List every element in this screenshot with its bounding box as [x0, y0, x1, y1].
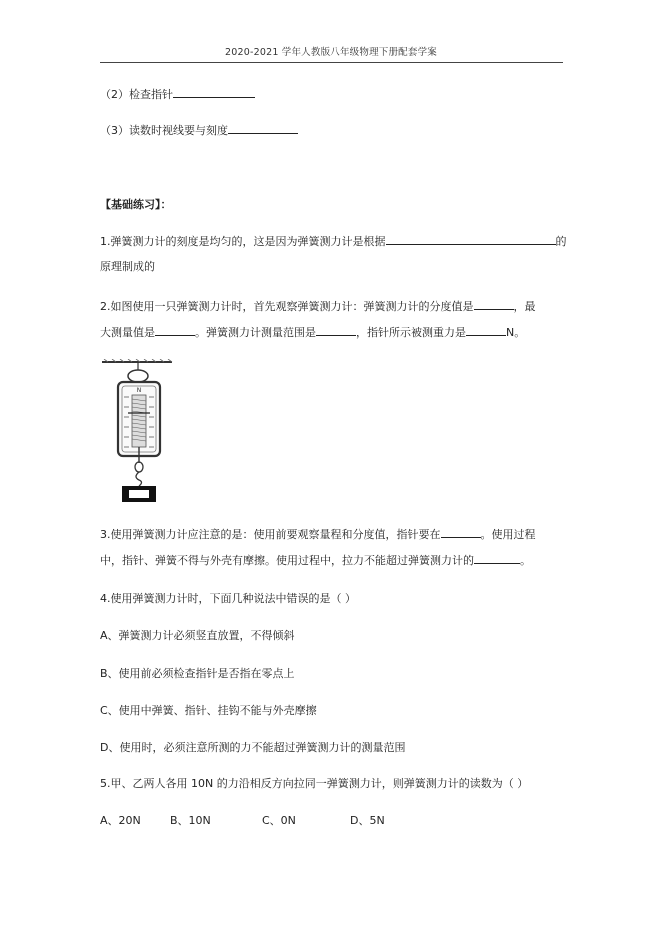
q2-text-4: 。弹簧测力计测量范围是: [195, 326, 316, 339]
q2-text-1: 2.如图使用一只弹簧测力计时，首先观察弹簧测力计：弹簧测力计的分度值是: [100, 300, 474, 313]
blank-q1[interactable]: [386, 233, 556, 245]
q4-option-c: C、使用中弹簧、指针、挂钩不能与外壳摩擦: [100, 704, 317, 717]
q5-option-b: B、10N: [170, 814, 211, 827]
q1-text-2: 的: [555, 235, 567, 248]
header-rule: [100, 62, 563, 63]
q4-option-d: D、使用时，必须注意所测的力不能超过弹簧测力计的测量范围: [100, 741, 406, 754]
page-header: 2020-2021 学年人教版八年级物理下册配套学案: [224, 47, 437, 58]
blank-q2-weight[interactable]: [466, 324, 506, 336]
check-pointer-text: （2）检查指针: [100, 88, 173, 101]
section-title: 【基础练习】：: [100, 198, 172, 211]
read-line-line: [100, 122, 298, 139]
q2-text-2: ，最: [513, 300, 536, 313]
q2-line-1: [100, 298, 536, 315]
q5-option-d: D、5N: [350, 814, 385, 827]
blank-q2-max[interactable]: [155, 324, 195, 336]
scale-unit-label: N: [136, 387, 142, 394]
q2-text-6: N。: [506, 326, 526, 339]
spring-scale-figure: [100, 359, 180, 505]
q5-option-a: A、20N: [100, 814, 141, 827]
q1-line-2: 原理制成的: [100, 260, 155, 273]
q1-text-1: 1.弹簧测力计的刻度是均匀的，这是因为弹簧测力计是根据: [100, 235, 386, 248]
q3-line-2: [100, 552, 531, 569]
q4-option-a: A、弹簧测力计必须竖直放置，不得倾斜: [100, 629, 295, 642]
q2-text-5: ，指针所示被测重力是: [356, 326, 466, 339]
q3-text-2: 。使用过程: [480, 528, 536, 541]
q4-stem: 4.使用弹簧测力计时，下面几种说法中错误的是（ ）: [100, 592, 356, 605]
blank-check-pointer[interactable]: [173, 86, 255, 98]
blank-q3-zero[interactable]: [441, 526, 481, 538]
read-line-text: （3）读数时视线要与刻度: [100, 124, 228, 137]
q5-stem: 5.甲、乙两人各用 10N 的力沿相反方向拉同一弹簧测力计，则弹簧测力计的读数为（ ）: [100, 777, 529, 790]
q2-text-3: 大测量值是: [100, 326, 155, 339]
blank-read-line[interactable]: [228, 122, 298, 134]
q2-line-2: [100, 324, 525, 341]
q3-line-1: [100, 526, 536, 543]
check-pointer-line: [100, 86, 255, 103]
blank-q2-range[interactable]: [316, 324, 356, 336]
blank-q3-range[interactable]: [474, 552, 520, 564]
q5-option-c: C、0N: [262, 814, 296, 827]
q1-line-1: [100, 233, 567, 250]
q3-text-4: 。: [520, 554, 531, 567]
blank-q2-division[interactable]: [474, 298, 514, 310]
q3-text-3: 中，指针、弹簧不得与外壳有摩擦。使用过程中，拉力不能超过弹簧测力计的: [100, 554, 474, 567]
q3-text-1: 3.使用弹簧测力计应注意的是：使用前要观察量程和分度值，指针要在: [100, 528, 441, 541]
q4-option-b: B、使用前必须检查指针是否指在零点上: [100, 667, 295, 680]
